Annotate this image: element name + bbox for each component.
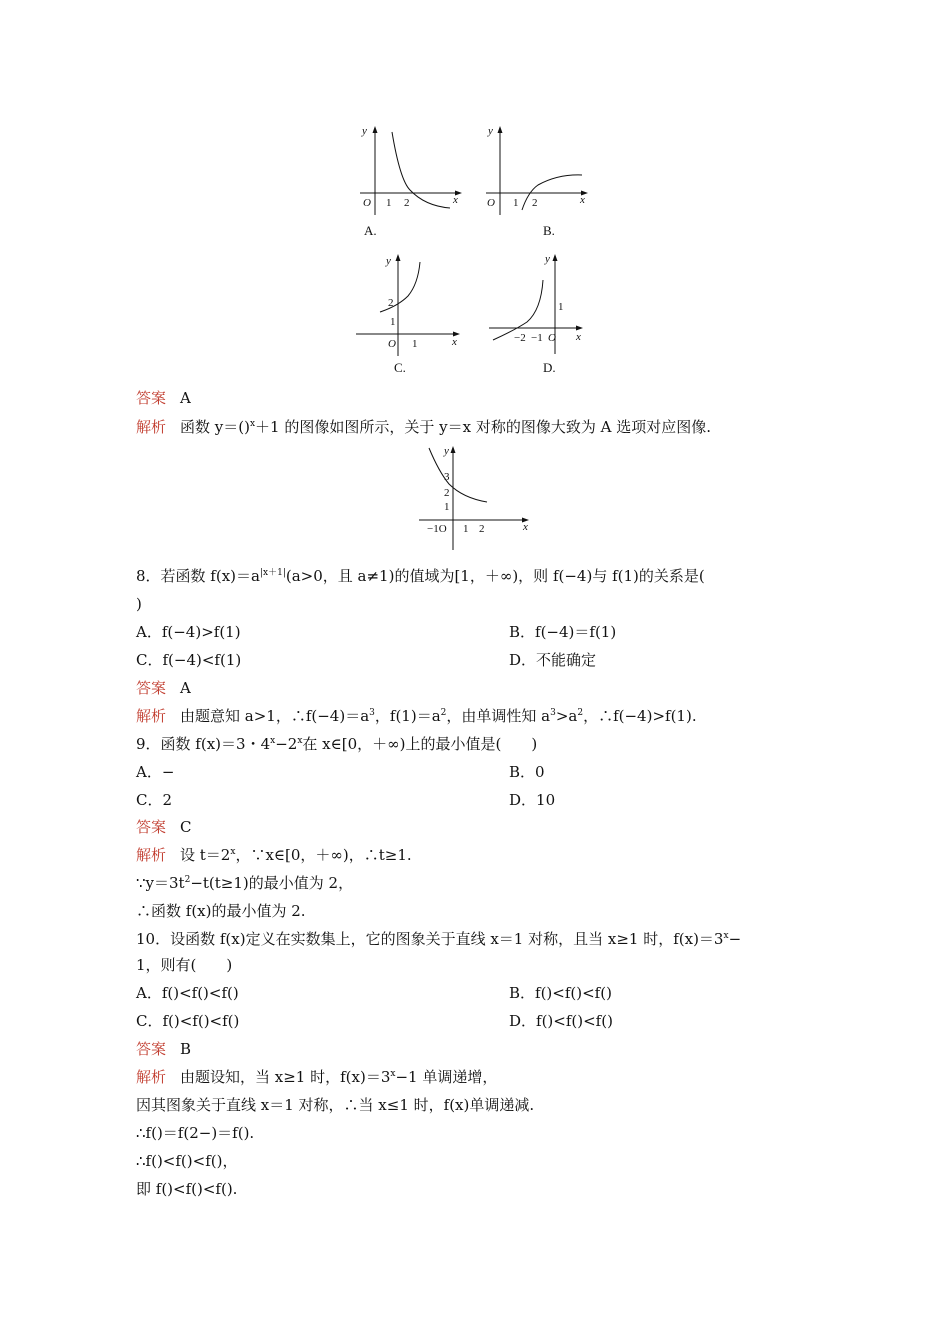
q9-option-a: A．−	[136, 763, 175, 781]
y-label: y	[362, 125, 367, 137]
q10-option-a: A．f()<f()<f()	[136, 984, 239, 1002]
tick-x-1: 1	[412, 338, 418, 350]
exponent: 2	[577, 708, 584, 718]
origin-label: O	[487, 197, 495, 209]
analysis-text: −1 单调递增，	[395, 1068, 498, 1086]
answer-tag: 答案	[136, 818, 167, 836]
q10-analysis-line-3: ∴f()＝f(2−)＝f().	[136, 1124, 255, 1142]
graph-d-svg	[485, 250, 595, 360]
exponent: x	[270, 736, 276, 746]
analysis-tag: 解析	[136, 846, 167, 864]
tick-neg-2: −2	[514, 332, 526, 344]
origin-label: O	[363, 197, 371, 209]
answer-value: C	[180, 818, 192, 836]
answer-tag: 答案	[136, 1040, 167, 1058]
graph-b-svg	[478, 120, 598, 220]
y-label: y	[444, 445, 449, 457]
analysis-text: ，由单调性知 a	[446, 707, 551, 725]
exponent: x	[297, 736, 303, 746]
answer-value: A	[180, 389, 191, 407]
stem-text: 9．函数 f(x)＝3・4	[136, 735, 271, 753]
graph-c	[350, 250, 470, 360]
answer-value: B	[180, 1040, 192, 1058]
y-axis-arrow	[553, 254, 558, 261]
graph-d	[485, 250, 595, 360]
exponent: x	[390, 1069, 396, 1079]
curve	[392, 132, 450, 208]
tick-1: 1	[386, 197, 392, 209]
stem-text: −	[728, 930, 742, 948]
curve	[493, 280, 543, 340]
caption-c: C.	[394, 360, 406, 375]
analysis-text: 设 t＝2	[180, 846, 231, 864]
analysis-tag: 解析	[136, 707, 167, 725]
analysis-text: −t(t≥1)的最小值为 2，	[190, 874, 354, 892]
tick-y-1: 1	[390, 316, 396, 328]
q9-answer	[136, 817, 192, 837]
tick-1: 1	[513, 197, 519, 209]
origin-label: −1O	[427, 523, 447, 535]
answer-value: A	[180, 679, 191, 697]
analysis-tag: 解析	[136, 1068, 167, 1086]
graph-b	[478, 120, 598, 220]
tick-neg-1: −1	[531, 332, 543, 344]
q7-answer	[136, 388, 191, 408]
q8-stem	[136, 566, 705, 586]
stem-text: 在 x∈[0，＋∞)上的最小值是( )	[302, 735, 538, 753]
q8-option-b: B．f(−4)＝f(1)	[509, 623, 617, 641]
q8-answer	[136, 678, 191, 698]
exponent: x	[723, 931, 729, 941]
analysis-tag: 解析	[136, 418, 167, 436]
q9-option-b: B．0	[509, 763, 545, 781]
curve	[380, 262, 420, 312]
stem-text: −2	[275, 735, 298, 753]
exponent: 2	[184, 875, 191, 885]
tick-2: 2	[404, 197, 410, 209]
tick-y-3: 3	[444, 471, 450, 483]
exponent: 3	[369, 708, 375, 718]
graph-a	[350, 120, 470, 220]
q7-analysis	[136, 417, 711, 437]
analysis-text: ，∵x∈[0，＋∞)，∴t≥1.	[235, 846, 412, 864]
graph-c-svg	[350, 250, 470, 360]
tick-y-1: 1	[444, 501, 450, 513]
stem-text: 10．设函数 f(x)定义在实数集上，它的图象关于直线 x＝1 对称，且当 x≥1 时，f(x)＝3	[136, 930, 724, 948]
q10-option-c: C．f()<f()<f()	[136, 1012, 240, 1030]
stem-text-cont: (a>0，且 a≠1)的值域为[1，＋∞)，则 f(−4)与 f(1)的关系是(	[285, 567, 705, 585]
q9-option-d: D．10	[509, 791, 556, 809]
exponent: x	[230, 847, 236, 857]
analysis-text: 由题意知 a>1，∴f(−4)＝a	[180, 707, 370, 725]
caption-b: B.	[543, 223, 555, 238]
answer-tag: 答案	[136, 679, 167, 697]
exponent: |x＋1|	[259, 568, 286, 578]
graph-explain	[415, 442, 535, 554]
origin-label: O	[388, 338, 396, 350]
q9-stem	[136, 734, 537, 754]
y-axis-arrow	[373, 126, 378, 133]
x-label: x	[576, 331, 581, 343]
q10-option-b: B．f()<f()<f()	[509, 984, 612, 1002]
graph-explain-svg	[415, 442, 535, 554]
curve	[522, 175, 582, 210]
answer-tag: 答案	[136, 389, 167, 407]
x-label: x	[453, 194, 458, 206]
tick-2: 2	[532, 197, 538, 209]
q9-analysis	[136, 845, 412, 865]
origin-label: O	[548, 332, 556, 344]
q10-analysis-line-4: ∴f()<f()<f()，	[136, 1152, 238, 1170]
tick-y-2: 2	[444, 487, 450, 499]
q8-option-a: A．f(−4)>f(1)	[136, 623, 241, 641]
q10-stem	[136, 929, 741, 949]
exponent: 3	[550, 708, 556, 718]
y-label: y	[488, 125, 493, 137]
graph-a-svg	[350, 120, 470, 220]
q10-analysis	[136, 1067, 497, 1087]
analysis-text-cont: ＋1 的图像如图所示，关于 y＝x 对称的图像大致为 A 选项对应图像.	[255, 418, 711, 436]
analysis-text: ∵y＝3t	[136, 874, 185, 892]
q8-stem-cont: )	[136, 595, 142, 613]
analysis-text: >a	[555, 707, 578, 725]
q10-answer	[136, 1039, 191, 1059]
q8-option-d: D．不能确定	[509, 651, 597, 669]
q8-option-c: C．f(−4)<f(1)	[136, 651, 242, 669]
y-label: y	[386, 255, 391, 267]
q10-option-d: D．f()<f()<f()	[509, 1012, 613, 1030]
analysis-text: ，∴f(−4)>f(1).	[583, 707, 697, 725]
q9-option-c: C．2	[136, 791, 173, 809]
q10-analysis-line-5: 即 f()<f()<f().	[136, 1180, 238, 1198]
exponent: x	[249, 419, 256, 429]
tick-x-2: 2	[479, 523, 485, 535]
caption-d: D.	[543, 360, 556, 375]
x-axis-arrow	[576, 326, 583, 331]
x-label: x	[580, 194, 585, 206]
tick-y-1: 1	[558, 301, 564, 313]
x-label: x	[523, 521, 528, 533]
caption-a: A.	[364, 223, 377, 238]
q9-analysis-line-2	[136, 873, 353, 893]
y-axis-arrow	[396, 254, 401, 261]
y-axis-arrow	[451, 446, 456, 453]
y-label: y	[545, 253, 550, 265]
curve	[429, 448, 487, 502]
stem-text: 8．若函数 f(x)＝a	[136, 567, 260, 585]
q8-analysis	[136, 706, 697, 726]
tick-x-1: 1	[463, 523, 469, 535]
analysis-text: ，f(1)＝a	[374, 707, 441, 725]
analysis-text: 函数 y＝()	[180, 418, 250, 436]
q10-stem-cont: 1，则有( )	[136, 956, 233, 974]
analysis-text: 由题设知，当 x≥1 时，f(x)＝3	[180, 1068, 391, 1086]
tick-y-2: 2	[388, 297, 394, 309]
exponent: 2	[440, 708, 447, 718]
q10-analysis-line-2: 因其图象关于直线 x＝1 对称，∴当 x≤1 时，f(x)单调递减.	[136, 1096, 535, 1114]
x-label: x	[452, 336, 457, 348]
y-axis-arrow	[498, 126, 503, 133]
q9-analysis-line-3: ∴函数 f(x)的最小值为 2.	[136, 902, 306, 920]
